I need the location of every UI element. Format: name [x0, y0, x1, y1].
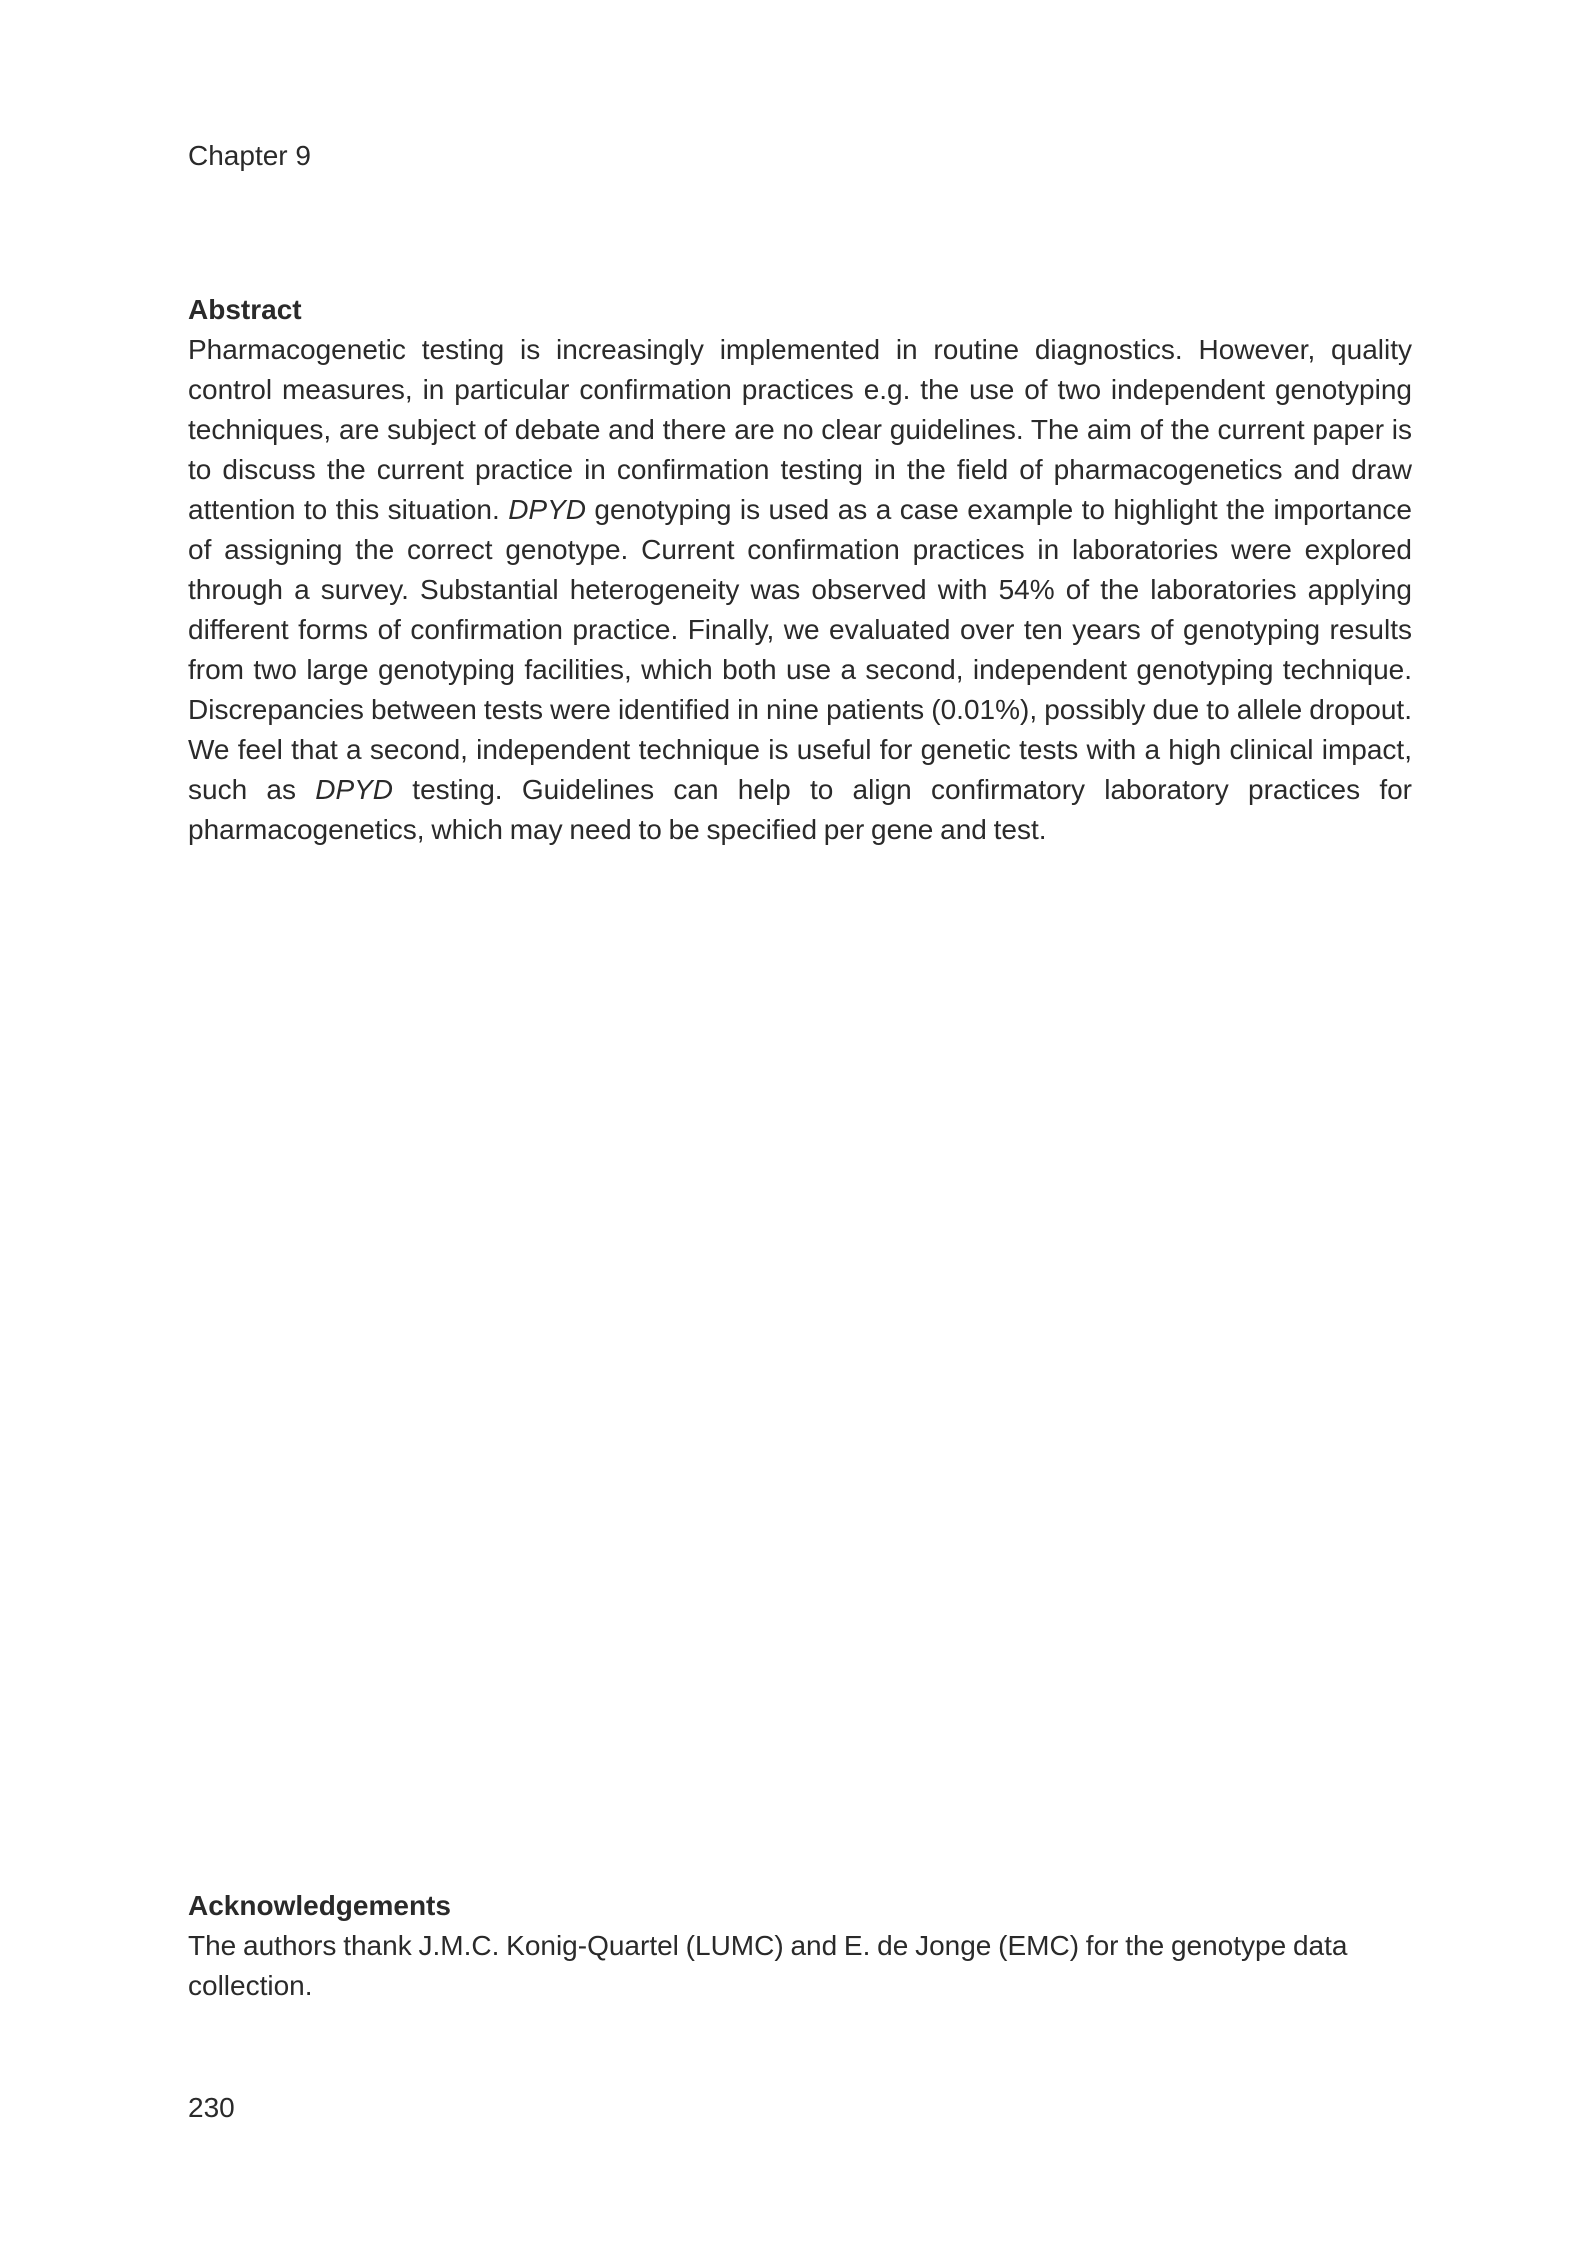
- abstract-text-part-3: testing. Guidelines can help to align confirmatory laboratory practices for pharmacogenetics, which may need to be specified per gene and test.: [188, 774, 1413, 845]
- abstract-text-part-2: genotyping is used as a case example to highlight the importance of assigning the correct genotype. Current confirmation practices in laboratories were explored through a survey. Substantial heterogeneity was observed with 54% of the laboratories applying different forms of confirmation practice. Finally, we evaluated over ten years of genotyping results from two large genotyping facilities, which both use a second, independent genotyping technique. Discrepancies between tests were identified in nine patients (0.01%), possibly due to allele dropout. We feel that a second, independent technique is useful for genetic tests with a high clinical impact, such as: [188, 494, 1412, 805]
- acknowledgements-paragraph: The authors thank J.M.C. Konig-Quartel (LUMC) and E. de Jonge (EMC) for the genotype data collection.: [188, 1930, 1348, 2001]
- abstract-text-part-1: Pharmacogenetic testing is increasingly implemented in routine diagnostics. However, quality control measures, in particular confirmation practices e.g. the use of two independent genotyping techniques, are subject of debate and there are no clear guidelines. The aim of the current paper is to discuss the current practice in confirmation testing in the field of pharmacogenetics and draw attention to this situation.: [188, 334, 1412, 525]
- page: [188, 0, 1412, 2250]
- abstract-heading: Abstract: [188, 294, 302, 325]
- page-number: 230: [188, 2092, 235, 2123]
- acknowledgements-section: [188, 1886, 1412, 2006]
- abstract-gene-name-1: DPYD: [508, 494, 586, 525]
- abstract-paragraph: [188, 330, 1412, 850]
- abstract-gene-name-2: DPYD: [315, 774, 394, 805]
- running-header: Chapter 9: [188, 140, 311, 171]
- acknowledgements-heading: Acknowledgements: [188, 1890, 451, 1921]
- abstract-section: [188, 290, 1412, 850]
